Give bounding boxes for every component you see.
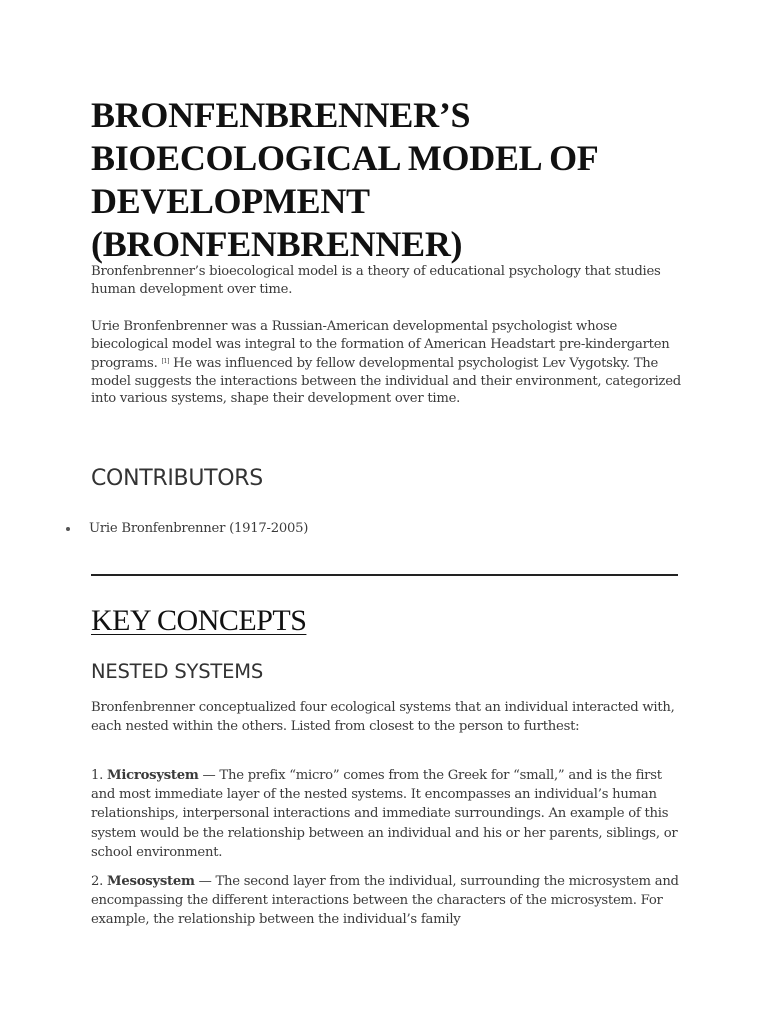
nested-systems-intro: Bronfenbrenner conceptualized four ecological systems that an individual interacted with, each nested within the others. Listed from closest to the person to furthest:: [91, 700, 675, 734]
horizontal-divider: [91, 574, 678, 576]
contributor-list-item: [66, 520, 666, 538]
microsystem-term: Microsystem: [107, 768, 199, 783]
bio-text-part2: He was influenced by fellow developmental psychologist Lev Vygotsky. The model suggests the interactions between the individual and their environment, categorized into various systems, shape their development over time.: [91, 356, 681, 407]
intro-paragraph: Bronfenbrenner’s bioecological model is a theory of educational psychology that studies human development over time.: [91, 264, 661, 297]
mesosystem-description: — The second layer from the individual, surrounding the microsystem and encompassing the different interactions between the characters of the microsystem. For example, the relationship between the individual’s family: [91, 874, 679, 928]
bullet-icon: [66, 527, 70, 531]
bio-paragraph: [91, 318, 681, 408]
microsystem-description: — The prefix “micro” comes from the Greek for “small,” and is the first and most immediate layer of the nested systems. It encompasses an individual’s human relationships, interpersonal interactions and immediate surroundings. An example of this system would be the relationship between an individual and his or her parents, siblings, or school environment.: [91, 768, 678, 860]
microsystem-paragraph: [91, 766, 681, 862]
microsystem-number: 1.: [91, 768, 108, 783]
mesosystem-paragraph: [91, 872, 681, 930]
bio-text-part1: Urie Bronfenbrenner was a Russian-American developmental psychologist whose biecological model was integral to the formation of American Headstart pre-kindergarten programs.: [91, 319, 670, 372]
nested-systems-heading: NESTED SYSTEMS: [91, 660, 264, 683]
mesosystem-term: Mesosystem: [107, 874, 195, 889]
key-concepts-heading: KEY CONCEPTS: [91, 604, 307, 637]
contributor-name: Urie Bronfenbrenner (1917-2005): [89, 521, 309, 536]
footnote-link[interactable]: [1]: [161, 358, 170, 366]
contributors-heading: CONTRIBUTORS: [91, 466, 263, 491]
document-title: BRONFENBRENNER’S BIOECOLOGICAL MODEL OF DEVELOPMENT (BRONFENBRENNER): [91, 95, 598, 264]
mesosystem-number: 2.: [91, 874, 108, 889]
